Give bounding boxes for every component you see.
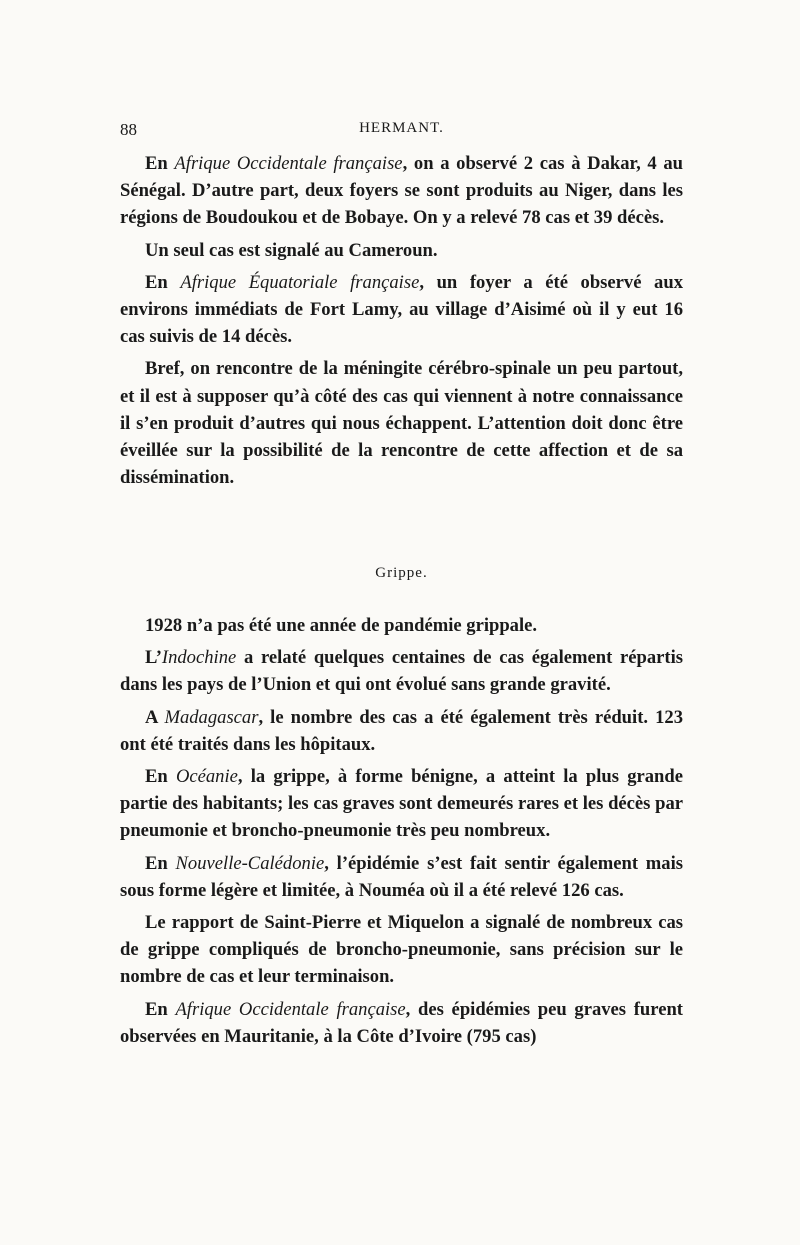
italic-place-name: Indochine xyxy=(161,647,237,669)
text-run: En xyxy=(145,998,176,1020)
text-run: L’ xyxy=(145,647,162,669)
page-header xyxy=(120,120,683,144)
text-run: , des épidémies peu graves furent observées en Mauritanie, à la Côte d’Ivoire (795 cas) xyxy=(120,998,683,1047)
italic-place-name: Madagascar xyxy=(164,706,259,728)
running-head: HERMANT. xyxy=(359,120,444,136)
paragraph xyxy=(120,996,683,1050)
paragraph xyxy=(120,644,683,698)
paragraph xyxy=(120,150,683,232)
paragraph xyxy=(120,269,683,351)
section-grippe-text xyxy=(120,612,683,1050)
text-run: En xyxy=(145,271,181,293)
text-run: , on a observé 2 cas à Dakar, 4 au Sénégal. D’autre part, deux foyers se sont produits au Niger, dans les régions de Boudoukou et de Bobaye. On y a relevé 78 cas et 39 décès. xyxy=(120,153,683,229)
paragraph xyxy=(120,850,683,904)
page-number: 88 xyxy=(120,120,137,139)
text-run: Le rapport de Saint-Pierre et Miquelon a signalé de nombreux cas de grippe compliqués de broncho-pneumonie, sans précision sur le nombre de cas et leur terminaison. xyxy=(120,912,683,988)
paragraph xyxy=(120,612,683,639)
text-run: , un foyer a été observé aux environs immédiats de Fort Lamy, au village d’Aisimé où il y eut 16 cas suivis de 14 décès. xyxy=(120,271,683,348)
paragraph xyxy=(120,909,683,991)
text-run: , la grippe, à forme bénigne, a atteint la plus grande partie des habitants; les cas graves sont demeurés rares et les décès par pneumonie et broncho-pneumonie très peu nombreux. xyxy=(120,766,683,842)
text-run: En xyxy=(145,766,176,788)
text-run: a relaté quelques centaines de cas également répartis dans les pays de l’Union et qui ont évolué sans grande gravité. xyxy=(120,647,683,696)
text-run: En xyxy=(145,153,175,174)
paragraph xyxy=(120,355,683,491)
text-run: , le nombre des cas a été également très réduit. 123 ont été traités dans les hôpitaux. xyxy=(120,706,683,755)
section-title-grippe: Grippe. xyxy=(375,565,428,581)
italic-place-name: Afrique Occidentale française xyxy=(174,153,403,174)
paragraph xyxy=(120,704,683,758)
text-run: Un seul cas est signalé au Cameroun. xyxy=(145,239,438,261)
paragraph xyxy=(120,237,683,264)
section-meningitis-text xyxy=(120,150,683,491)
text-run: A xyxy=(145,706,165,728)
paragraph xyxy=(120,763,683,845)
text-run: , l’épidémie s’est fait sentir également mais sous forme légère et limitée, à Nouméa où il a été relevé 126 cas. xyxy=(120,852,683,901)
italic-place-name: Afrique Équatoriale française xyxy=(180,271,420,293)
text-run: En xyxy=(145,852,176,874)
italic-place-name: Nouvelle-Calédonie xyxy=(175,852,325,874)
text-run: Bref, on rencontre de la méningite cérébro-spinale un peu partout, et il est à supposer qu’à côté des cas qui viennent à notre connaissance il s’en produit d’autres qui nous échappent. L’attention doit donc être éveillée sur la possibilité de la rencontre de cette affection et de sa dissémination. xyxy=(120,358,683,489)
italic-place-name: Océanie xyxy=(175,766,238,788)
italic-place-name: Afrique Occidentale française xyxy=(175,998,406,1020)
text-run: 1928 n’a pas été une année de pandémie grippale. xyxy=(145,615,538,636)
